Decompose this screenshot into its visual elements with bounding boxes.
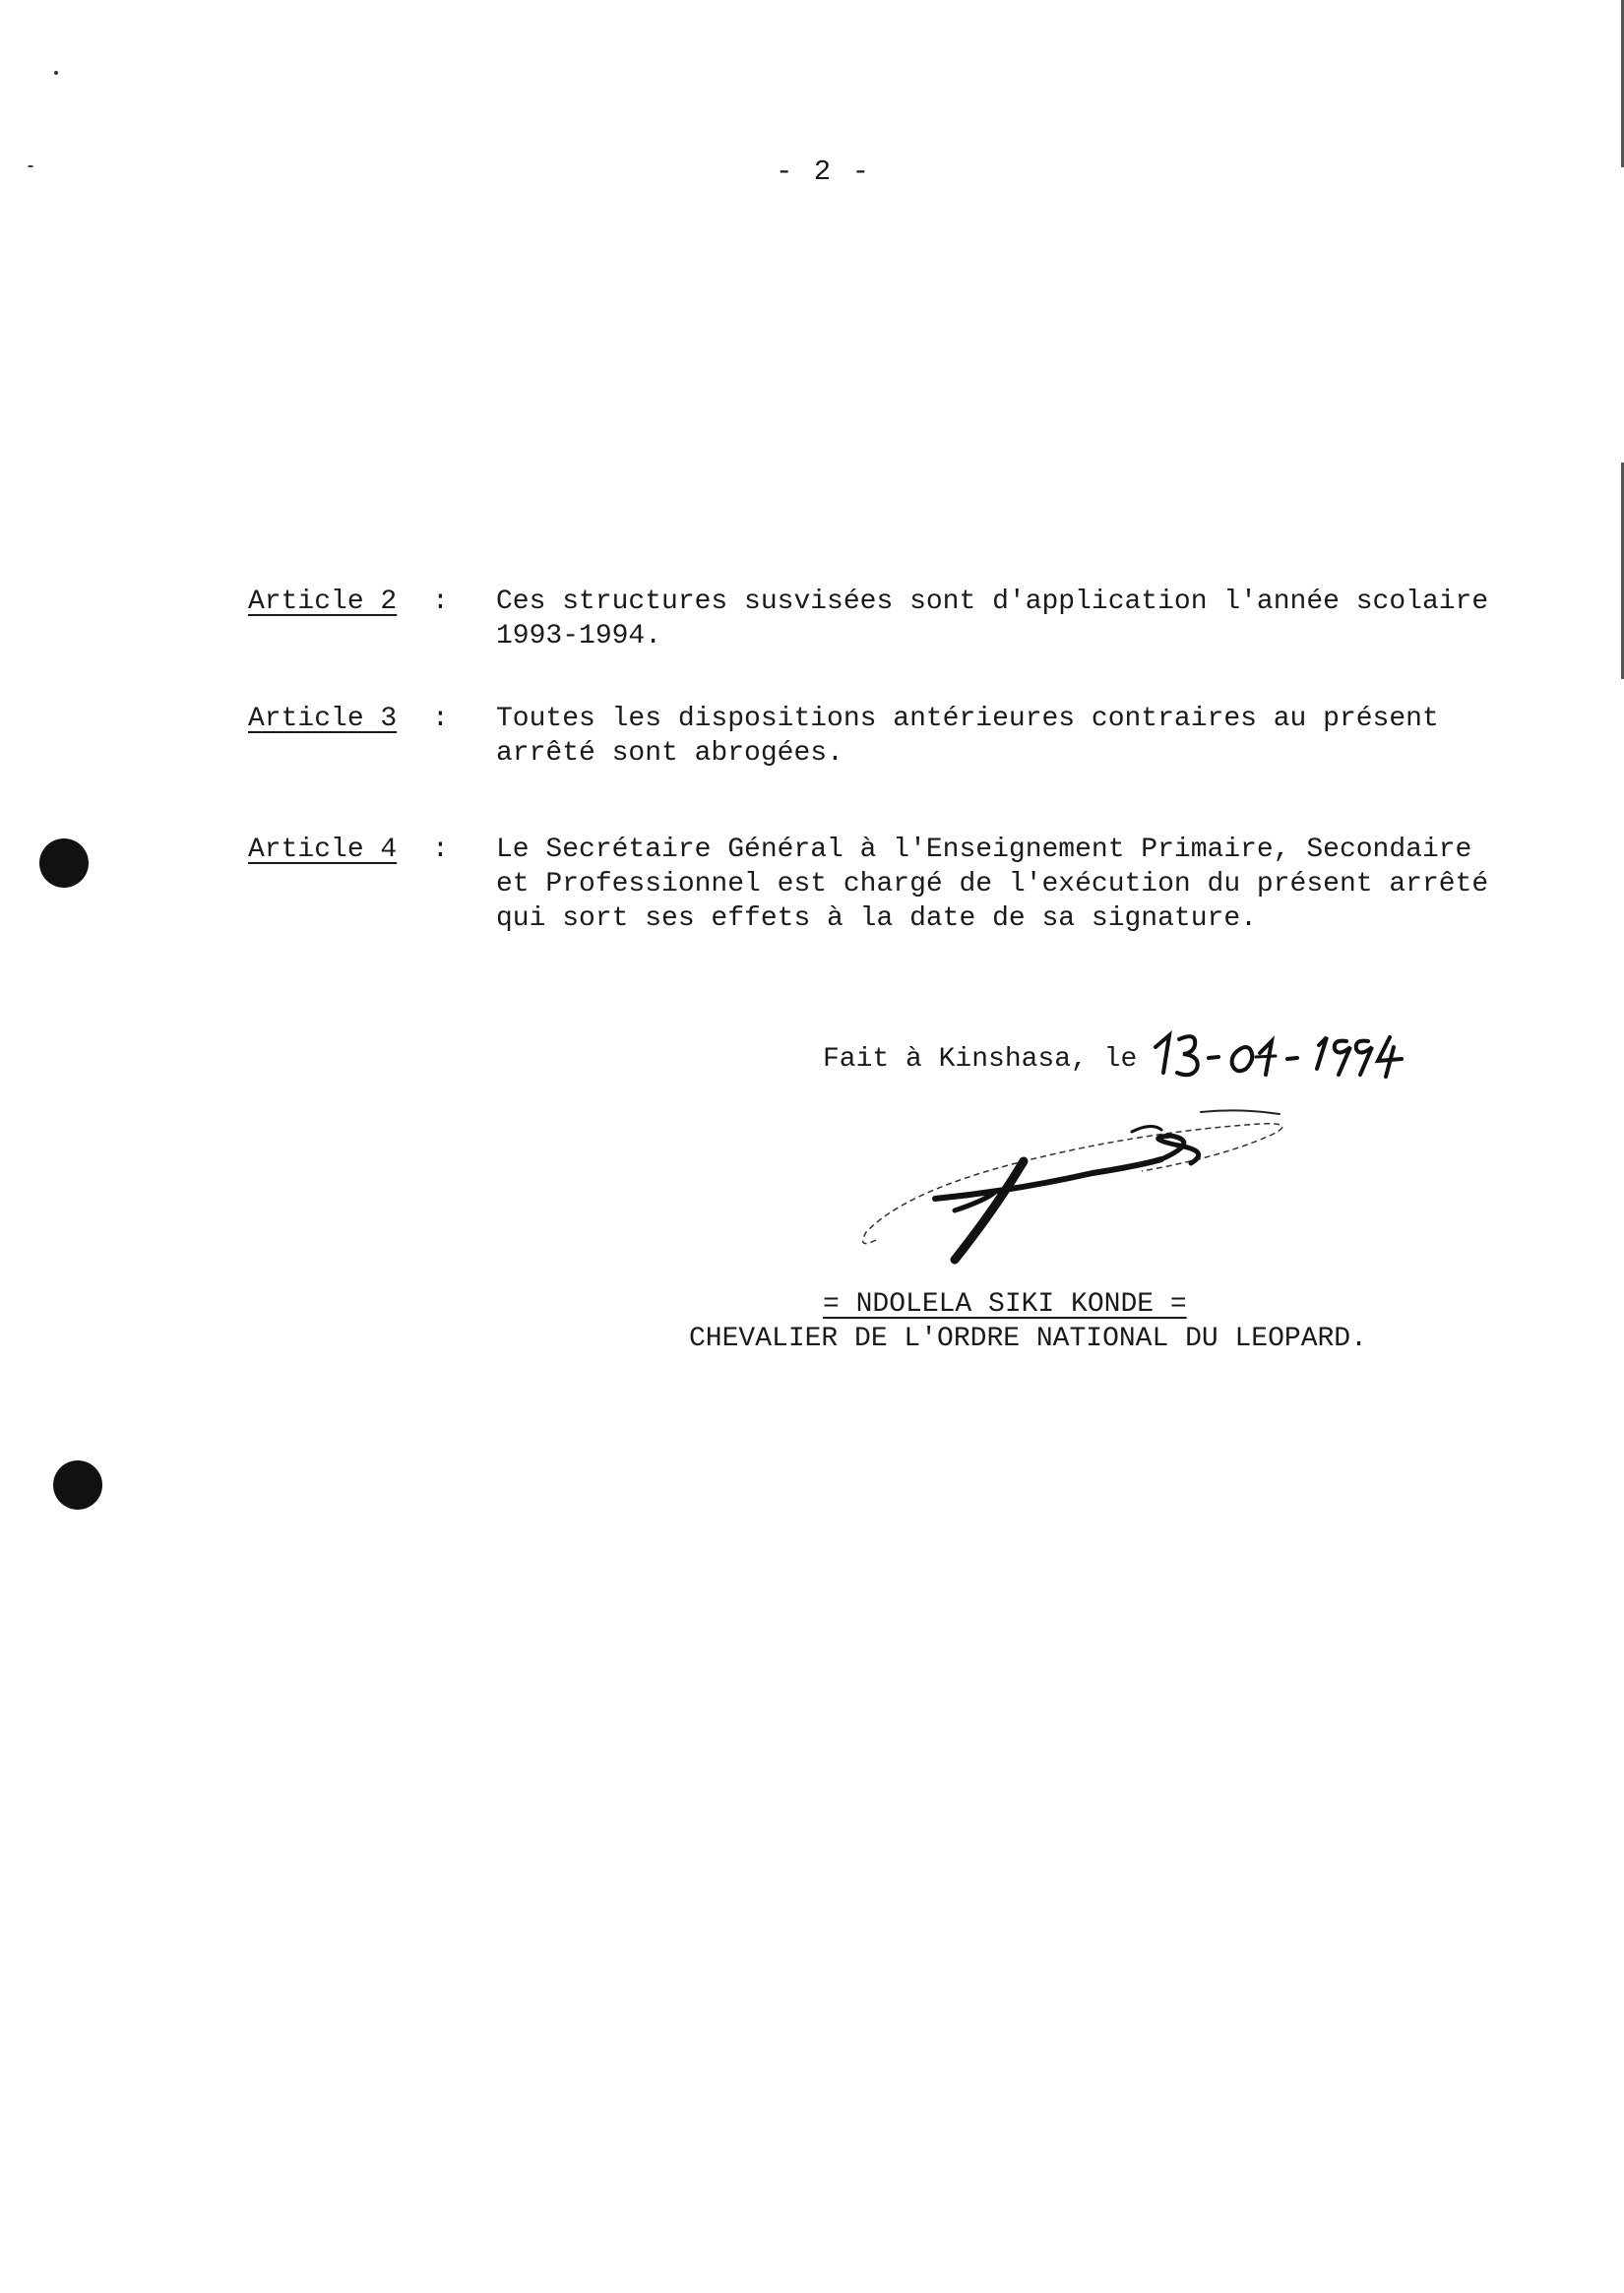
article-separator: : [432,835,449,865]
article-separator: : [432,704,449,734]
article-label: Article 4 [248,835,398,865]
article-label: Article 2 [248,587,398,617]
page-number: - 2 - [776,155,872,188]
article-label: Article 3 [248,704,398,734]
handwritten-date-drawing [1150,1025,1435,1085]
signature [846,1102,1339,1270]
article-separator: : [432,587,449,617]
article-text: Toutes les dispositions antérieures contraires au présent arrêté sont abrogées. [496,704,1439,769]
scan-speck [28,165,33,167]
scan-speck [54,71,58,75]
signatory-name: = NDOLELA SIKI KONDE = [823,1289,1187,1320]
hole-punch [53,1460,102,1510]
article-text: Le Secrétaire Général à l'Enseignement Primaire, Secondaire et Professionnel est chargé de l'exécution du présent arrêté qui sort ses effets à la date de sa signature. [496,835,1489,934]
article-text: Ces structures susvisées sont d'application l'année scolaire 1993-1994. [496,587,1489,651]
place-date-line: Fait à Kinshasa, le [823,1044,1138,1075]
signatory-title: CHEVALIER DE L'ORDRE NATIONAL DU LEOPARD. [689,1324,1367,1354]
handwritten-date [1150,1025,1435,1095]
hole-punch [39,838,89,888]
